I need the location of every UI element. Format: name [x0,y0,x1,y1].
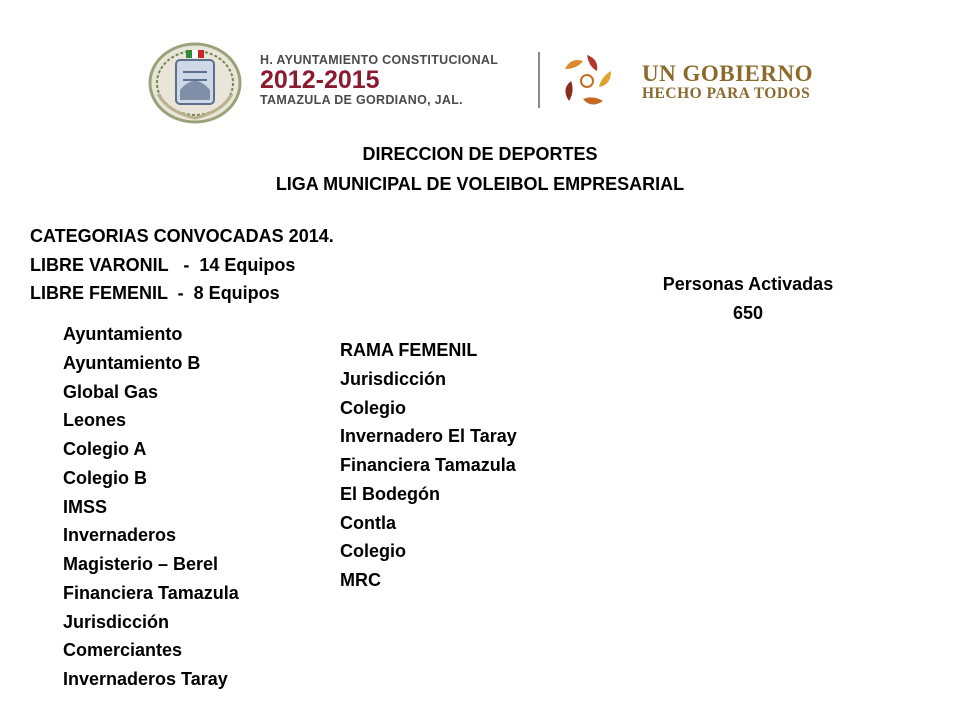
slogan-line-1: UN GOBIERNO [642,61,813,86]
team-list-item: Financiera Tamazula [63,582,239,603]
team-list-item: Comerciantes [63,640,183,661]
page-title-line-2: LIGA MUNICIPAL DE VOLEIBOL EMPRESARIAL [275,174,685,194]
category-male: LIBRE VARONIL - 14 Equipos [30,254,296,275]
team-list-item: Global Gas [63,381,159,402]
team-list-item: Ayuntamiento [63,324,183,344]
team-list-item: Colegio A [63,439,147,459]
team-list-item: Contla [340,512,396,533]
government-logo-text [260,53,498,107]
team-list-item: Colegio B [63,467,147,488]
female-branch-heading: RAMA FEMENIL [340,340,478,360]
team-list-item: IMSS [63,496,108,517]
team-list-item: Jurisdicción [63,611,170,632]
flower-logo-icon [556,52,618,110]
slogan-logo [642,63,813,103]
team-list-item: MRC [340,570,381,590]
persons-activated [612,270,884,327]
team-list-item: Magisterio – Berel [63,554,219,574]
male-teams-list [63,320,239,694]
page-title-line-1: DIRECCION DE DEPORTES [362,144,598,164]
team-list-item: El Bodegón [340,483,440,504]
team-list-item: Jurisdicción [340,368,447,389]
government-name: H. AYUNTAMIENTO CONSTITUCIONAL [260,53,499,67]
municipal-crest-logo [148,42,242,124]
category-female: LIBRE FEMENIL - 8 Equipos [30,283,280,304]
team-list-item: Invernadero El Taray [340,426,517,447]
government-period: 2012-2015 [260,66,380,94]
team-list-item: Invernaderos Taray [63,669,228,689]
female-branch [340,336,517,595]
team-list-item: Invernaderos [63,525,177,546]
persons-label: Personas Activadas [662,274,834,294]
government-location: TAMAZULA DE GORDIANO, JAL. [260,93,463,107]
persons-value: 650 [732,302,764,323]
slogan-line-2: HECHO PARA TODOS [642,85,811,102]
team-list-item: Colegio [340,541,406,562]
team-list-item: Financiera Tamazula [340,455,516,475]
team-list-item: Ayuntamiento B [63,352,201,373]
team-list-item: Colegio [340,397,406,418]
categories-heading: CATEGORIAS CONVOCADAS 2014. [30,226,334,246]
team-list-item: Leones [63,410,127,431]
header-divider [538,52,540,108]
female-teams-list [340,365,517,595]
categories-block [30,222,334,308]
